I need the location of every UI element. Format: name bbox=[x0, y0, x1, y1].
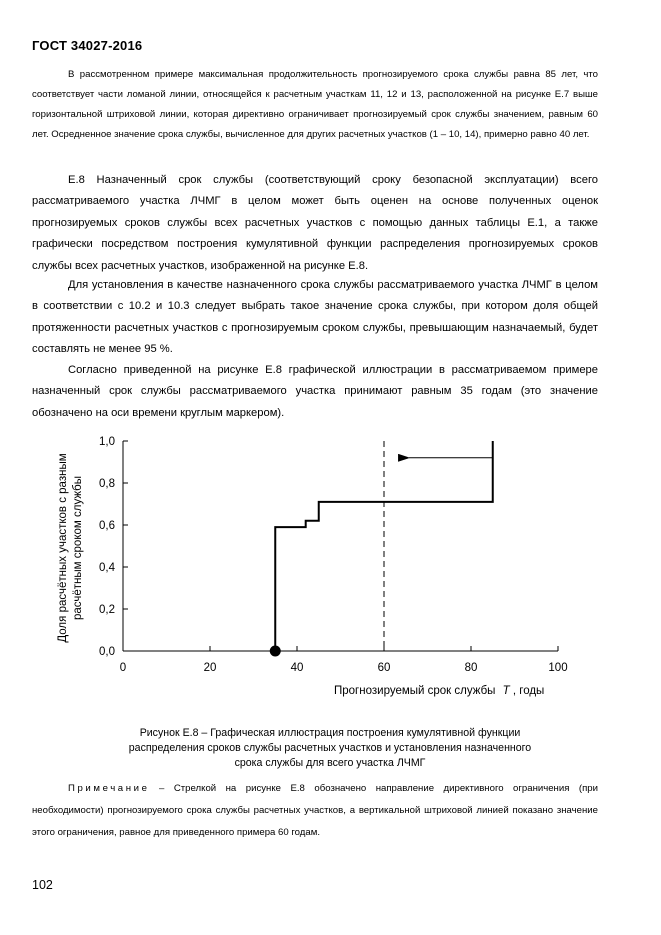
caption-line-2: распределения сроков службы расчетных участков и установления назначенного bbox=[128, 742, 532, 754]
y-axis-label-line2: расчётным сроком службы bbox=[72, 476, 84, 620]
standard-id: ГОСТ 34027-2016 bbox=[32, 38, 143, 53]
assigned-life-marker bbox=[270, 646, 281, 657]
figure-caption bbox=[80, 726, 580, 771]
note-paragraph bbox=[32, 778, 598, 844]
y-tick-label: 1,0 bbox=[99, 436, 115, 448]
paragraph-1: В рассмотренном примере максимальная продолжительность прогнозируемого срока службы равна 85 лет, что соответствует части ломаной линии, относящейся к расчетным участкам 11, 12 и 13, расположенной на рисунке Е.7 выше горизонтальной штриховой линии, которая директивно ограничивает прогнозируемый срок службы значением, равным 60 лет. Осредненное значение срока службы, вычисленное для других расчетных участков (1 – 10, 14), примерно равно 40 лет. bbox=[32, 69, 598, 140]
x-tick-label: 20 bbox=[203, 662, 217, 674]
y-tick-label: 0,2 bbox=[99, 604, 115, 616]
note-label: Примечание bbox=[68, 783, 150, 794]
caption-line-1: Рисунок Е.8 – Графическая иллюстрация построения кумулятивной функции bbox=[139, 727, 521, 739]
y-axis-label-line1: Доля расчётных участков с разным bbox=[57, 453, 69, 643]
x-tick-label: 60 bbox=[377, 662, 391, 674]
y-ticks bbox=[99, 436, 128, 658]
caption-line-3: срока службы для всего участка ЛЧМГ bbox=[234, 757, 426, 769]
x-tick-label: 0 bbox=[119, 662, 127, 674]
paragraph-4: Согласно приведенной на рисунке Е.8 графической иллюстрации в рассматриваемом примере назначенный срок службы рассматриваемого участка принимают равным 35 годам (это значение обозначено на оси времени круглым маркером). bbox=[32, 364, 598, 419]
paragraph-e8: Е.8 Назначенный срок службы (соответствующий сроку безопасной эксплуатации) всего рассматриваемого участка ЛЧМГ в целом может быть оценен на основе полученных оценок прогнозируемых сроков службы всех расчетных участков с помощью данных таблицы Е.1, а также графически посредством построения кумулятивной функции распределения прогнозируемых сроков службы всех расчетных участков, изображенной на рисунке Е.8. bbox=[32, 174, 598, 272]
x-tick-label: 100 bbox=[548, 662, 568, 674]
x-ticks bbox=[120, 646, 568, 674]
note-text: – Стрелкой на рисунке Е.8 обозначено направление директивного ограничения (при необходимости) прогнозируемого срока службы расчетных участков, а вертикальной штриховой линией показано значение этого ограничения, равное для приведенного примера 60 годам. bbox=[32, 783, 598, 838]
page-number: 102 bbox=[32, 878, 53, 892]
paragraph-3: Для установления в качестве назначенного срока службы рассматриваемого участка ЛЧМГ в целом в соответствии с 10.2 и 10.3 следует выбрать такое значение срока службы, при котором доля общей протяженности расчетных участков с прогнозируемым сроком службы, превышающим назначаемый, будет составлять не менее 95 %. bbox=[32, 279, 598, 356]
y-tick-label: 0,8 bbox=[99, 478, 115, 490]
y-tick-label: 0,0 bbox=[99, 646, 115, 658]
y-tick-label: 0,4 bbox=[99, 562, 115, 574]
x-tick-label: 40 bbox=[290, 662, 304, 674]
y-tick-label: 0,6 bbox=[99, 520, 115, 532]
x-tick-label: 80 bbox=[464, 662, 478, 674]
x-axis-label: Прогнозируемый срок службы T , годы bbox=[334, 685, 545, 697]
